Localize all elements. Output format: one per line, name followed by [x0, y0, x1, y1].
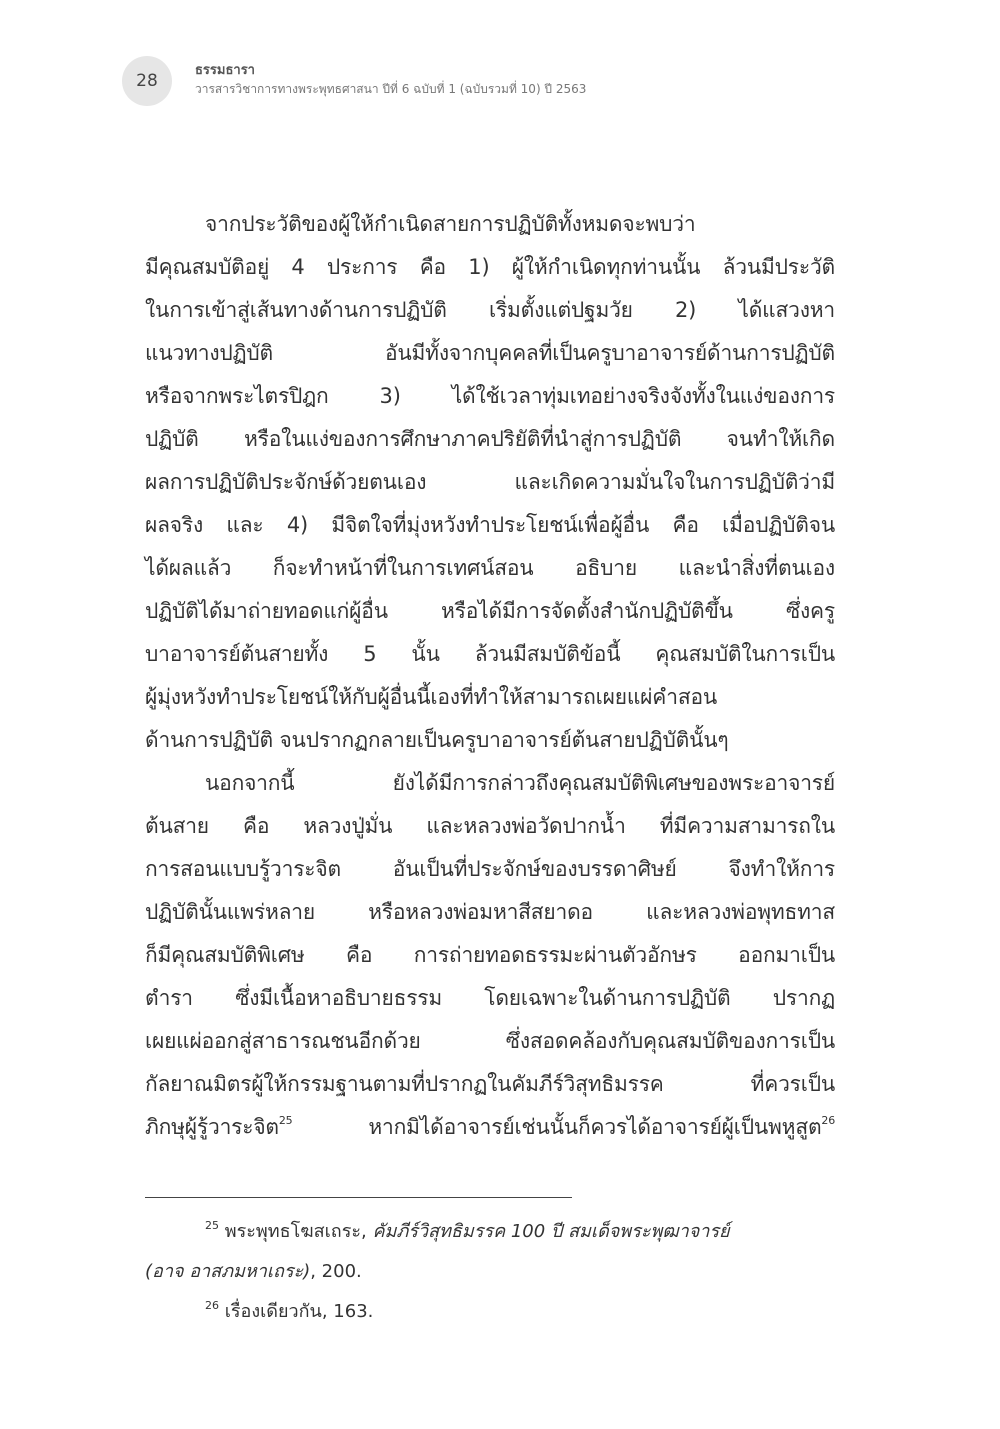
text-line: ก็มีคุณสมบัติพิเศษ คือ การถ่ายทอดธรรมะผ่านตัวอักษร ออกมาเป็น: [145, 943, 835, 967]
text-segment: หากมิได้อาจารย์เช่นนั้นก็ควรได้อาจารย์ผู้เป็นพหูสูต: [292, 1115, 822, 1139]
text-line: ปฏิบัติ หรือในแง่ของการศึกษาภาคปริยัติที่นำสู่การปฏิบัติ จนทำให้เกิด: [145, 427, 835, 451]
footnote-text: เรื่องเดียวกัน, 163.: [219, 1301, 374, 1322]
footnote-page: , 200.: [310, 1261, 362, 1282]
footnote-ref-25[interactable]: 25: [278, 1114, 293, 1127]
footnote-title-continued: (อาจ อาสภมหาเถระ): [145, 1261, 311, 1282]
footnote-number: 26: [205, 1299, 219, 1312]
journal-name: ธรรมธารา: [195, 63, 255, 78]
page-number: 28: [136, 71, 158, 91]
running-header: [195, 62, 586, 98]
footnotes: [145, 1212, 835, 1332]
paragraph-2: [145, 762, 835, 1149]
text-line: เผยแผ่ออกสู่สาธารณชนอีกด้วย ซึ่งสอดคล้องกับคุณสมบัติของการเป็น: [145, 1029, 835, 1053]
text-line: ผู้มุ่งหวังทำประโยชน์ให้กับผู้อื่นนี้เองที่ทำให้สามารถเผยแผ่คำสอน: [145, 685, 718, 709]
footnote-divider: [145, 1197, 572, 1198]
footnote-26: [145, 1292, 835, 1332]
text-line: กัลยาณมิตรผู้ให้กรรมฐานตามที่ปรากฏในคัมภีร์วิสุทธิมรรค ที่ควรเป็น: [145, 1072, 835, 1096]
text-line: ในการเข้าสู่เส้นทางด้านการปฏิบัติ เริ่มตั้งแต่ปฐมวัย 2) ได้แสวงหา: [145, 298, 835, 322]
text-line: มีคุณสมบัติอยู่ 4 ประการ คือ 1) ผู้ให้กำเนิดทุกท่านนั้น ล้วนมีประวัติ: [145, 255, 835, 279]
text-line: บาอาจารย์ต้นสายทั้ง 5 นั้น ล้วนมีสมบัติข้อนี้ คุณสมบัติในการเป็น: [145, 642, 835, 666]
text-line: จากประวัติของผู้ให้กำเนิดสายการปฏิบัติทั้งหมดจะพบว่า: [205, 212, 696, 236]
page-number-badge: [122, 56, 172, 106]
text-line: แนวทางปฏิบัติ อันมีทั้งจากบุคคลที่เป็นครูบาอาจารย์ด้านการปฏิบัติ: [145, 341, 835, 365]
journal-issue: วารสารวิชาการทางพระพุทธศาสนา ปีที่ 6 ฉบับที่ 1 (ฉบับรวมที่ 10) ปี 2563: [195, 82, 587, 96]
text-line: การสอนแบบรู้วาระจิต อันเป็นที่ประจักษ์ของบรรดาศิษย์ จึงทำให้การ: [145, 857, 835, 881]
text-line-with-footnote-refs: [145, 1106, 835, 1149]
text-segment: ภิกษุผู้รู้วาระจิต: [145, 1115, 279, 1139]
footnote-25-continued: [145, 1252, 835, 1292]
footnote-25: [145, 1212, 835, 1252]
text-line: ผลการปฏิบัติประจักษ์ด้วยตนเอง และเกิดความมั่นใจในการปฏิบัติว่ามี: [145, 470, 835, 494]
footnote-title: คัมภีร์วิสุทธิมรรค 100 ปี สมเด็จพระพุฒาจารย์: [372, 1221, 730, 1242]
body-text: [145, 203, 835, 1149]
text-line: ผลจริง และ 4) มีจิตใจที่มุ่งหวังทำประโยชน์เพื่อผู้อื่น คือ เมื่อปฏิบัติจน: [145, 513, 835, 537]
text-line: หรือจากพระไตรปิฎก 3) ได้ใช้เวลาทุ่มเทอย่างจริงจังทั้งในแง่ของการ: [145, 384, 835, 408]
text-line: นอกจากนี้ ยังได้มีการกล่าวถึงคุณสมบัติพิเศษของพระอาจารย์: [205, 771, 835, 795]
footnote-author: พระพุทธโฆสเถระ,: [219, 1221, 373, 1242]
text-line: ได้ผลแล้ว ก็จะทำหน้าที่ในการเทศน์สอน อธิบาย และนำสิ่งที่ตนเอง: [145, 556, 835, 580]
text-line: ด้านการปฏิบัติ จนปรากฏกลายเป็นครูบาอาจารย์ต้นสายปฏิบัตินั้นๆ: [145, 728, 729, 752]
text-line: ปฏิบัติได้มาถ่ายทอดแก่ผู้อื่น หรือได้มีการจัดตั้งสำนักปฏิบัติขึ้น ซึ่งครู: [145, 599, 835, 623]
text-line: ปฏิบัตินั้นแพร่หลาย หรือหลวงพ่อมหาสีสยาดอ และหลวงพ่อพุทธทาส: [145, 900, 835, 924]
footnote-ref-26[interactable]: 26: [821, 1114, 835, 1127]
text-line: ตำรา ซึ่งมีเนื้อหาอธิบายธรรม โดยเฉพาะในด้านการปฏิบัติ ปรากฏ: [145, 986, 835, 1010]
text-line: ต้นสาย คือ หลวงปู่มั่น และหลวงพ่อวัดปากน้ำ ที่มีความสามารถใน: [145, 814, 835, 838]
footnote-number: 25: [205, 1219, 219, 1232]
paragraph-1: [145, 203, 835, 762]
